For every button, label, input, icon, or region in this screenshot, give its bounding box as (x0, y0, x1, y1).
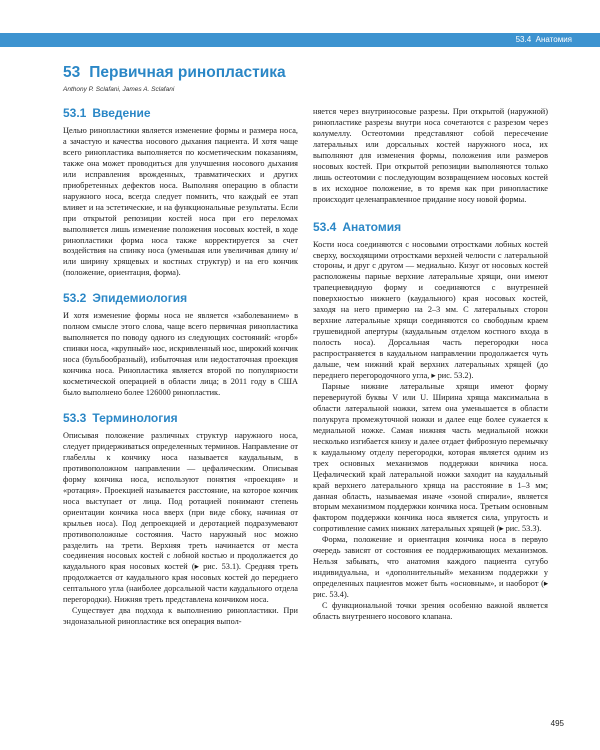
terminology-paragraph-2: Существует два подхода к выполнению ринопластики. При эндоназальной ринопластике вся операция выпол- (63, 606, 298, 627)
anatomy-paragraph-2: Парные нижние латеральные хрящи имеют форму перевернутой буквы V или U. Ширина хряща максимальна в области латеральной ножки, затем она уменьшается в области полукруга промежуточной ножки и далее еще более сужается к медиальной ножке. Самая нижняя часть медиальной ножки несколько изгибается книзу и далее отдает фиброзную перемычку к каудальному отделу перегородки, которая является одним из трех основных механизмов поддержки кончика носа. Цефалический край латеральной ножки заходит на каудальный край верхнего латерального хряща на расстояние в 1–3 мм; данная область, называемая иначе «зоной спирали», является вторым механизмом поддержки кончика носа. Третьим основным фактором поддержки кончика носа является сила, упругость и сопротивление самих нижних латеральных хрящей (▸ рис. 53.3). (313, 381, 548, 534)
chapter-title-text: Первичная ринопластика (89, 64, 286, 81)
section-number: 53.2 (63, 291, 87, 306)
epidemiology-paragraph: И хотя изменение формы носа не является «заболеванием» в полном смысле этого слова, чаще всего первичная ринопластика выполняется по поводу одного из следующих состояний: «горб» спинки носа, «крупный» нос, искривленный нос, широкий кончик носа (бульбообразный), избыточная или недостаточная проекция кончика носа. Ринопластика является второй по популярности косметической операцией в области лица; в 2011 году в США было выполнено более 126000 ринопластик. (63, 311, 298, 398)
section-title-epidemiology (63, 291, 298, 306)
left-column (63, 106, 298, 628)
section-title-text: Анатомия (342, 219, 402, 234)
chapter-title (63, 64, 286, 82)
section-number: 53.1 (63, 106, 87, 120)
section-title-text: Введение (92, 106, 151, 120)
section-title-terminology (63, 411, 298, 426)
right-column-continuation-spacer (313, 206, 548, 220)
running-header-section-title: Анатомия (535, 35, 572, 44)
terminology-paragraph-1: Описывая положение различных структур наружного носа, следует придерживаться определенных терминов. Направление от глабеллы к кончику носа называется каудальным, в противоположном направлении — цефалическим. Описывая форму кончика носа, используют понятия «проекция» и «ротация». Проекцией называется расстояние, на которое кончик носа выступает от лица. Под ротацией понимают степень ориентации кончика носа вверх (при виде сбоку, начиная от крыльев носа). Под депроекцией и деротацией подразумевают противоположные состояния. Часто наружный нос можно разделить на трети. Верхняя треть начинается от места соединения носовых костей с лобной костью и продолжается до каудального края носовых костей (▸ рис. 53.1). Средняя треть продолжается от каудального края носовых костей до переднего септального угла (наиболее дорсальной части каудального отдела перегородки). Нижняя треть представлена кончиком носа. (63, 430, 298, 605)
section-title-text: Эпидемиология (92, 291, 188, 306)
section-number: 53.3 (63, 410, 87, 425)
section-number: 53.4 (313, 219, 337, 234)
anatomy-paragraph-4: С функциональной точки зрения особенно важной является область внутреннего носового клапана. (313, 601, 548, 621)
chapter-authors: Anthony P. Sclafani, James A. Sclafani (63, 86, 175, 93)
section-title-introduction (63, 106, 298, 121)
chapter-number: 53 (63, 64, 81, 81)
anatomy-paragraph-3: Форма, положение и ориентация кончика носа в первую очередь зависят от состояния ее поддерживающих механизмов. Нельзя забывать, что анатомия каждого пациента сугубо индивидуальна, и «дополнительный» механизм поддержки у определенных пациентов может быть «основным», и наоборот (▸ рис. 53.4). (313, 535, 548, 600)
running-header-bar (0, 33, 600, 47)
introduction-paragraph: Целью ринопластики является изменение формы и размера носа, а зачастую и качества носового дыхания пациента. И хотя чаще всего ринопластика выполняется по косметическим показаниям, также она может проводиться для улучшения носового дыхания или исправления врожденных, травматических и других приобретенных дефектов носа. Выполняя операцию в области наружного носа, всегда следует помнить, что каждый ее этап влияет и на эстетические, и на функциональные результаты. Если при открытой репозиции костей носа при его переломах выполняется лишь изменение положения носовых костей, в ходе ринопластики форма носа также корректируется за счет воздействия на спинку носа (уменьшая или увеличивая длину и/или ширину хрящевых и костных структур) и на его кончик (положение, ориентация, форма). (63, 126, 298, 278)
terminology-paragraph-2-continuation: няется через внутриносовые разрезы. При открытой (наружной) ринопластике разрезы внутри носа сочетаются с разрезом через колумеллу. Остеотомии представляют собой пересечение латеральных или дорсальных костей наружного носа, их выполняют для изменения формы, положения или размеров носовых костей. При открытой репозиции выполняются только лишь остеотомии с последующим возвращением носовых костей в их исходное положение, в то время как при ринопластике происходит целенаправленное придание носу новой формы. (313, 107, 548, 204)
anatomy-paragraph-1: Кости носа соединяются с носовыми отростками лобных костей сверху, восходящими отростками верхней челюсти с латеральной стороны, и друг с другом — медиально. Кнзуг от носовых костей расположены парные верхние латеральные хрящи, они имеют трапециевидную форму и соединяются с внутренней поверхностью нижнего (каудального) края носовых костей, заходя на него примерно на 2–3 мм. С латеральных сторон верхние латеральные хрящи соединяются со свободным краем грушевидной апертуры (каудальным отделом костного входа в полость носа). Дорсальная часть перегородки носа распространяется в каудальном направлении продолжается чуть дальше, чем нижний край верхних латеральных хрящей (до переднего перегородочного угла, ▸ рис. 53.2). (313, 239, 548, 381)
page-number: 495 (550, 719, 564, 728)
section-title-anatomy (313, 220, 548, 235)
section-title-text: Терминология (92, 410, 178, 425)
running-header-text (516, 33, 572, 47)
running-header-section-number: 53.4 (515, 35, 532, 44)
right-column (313, 107, 548, 623)
